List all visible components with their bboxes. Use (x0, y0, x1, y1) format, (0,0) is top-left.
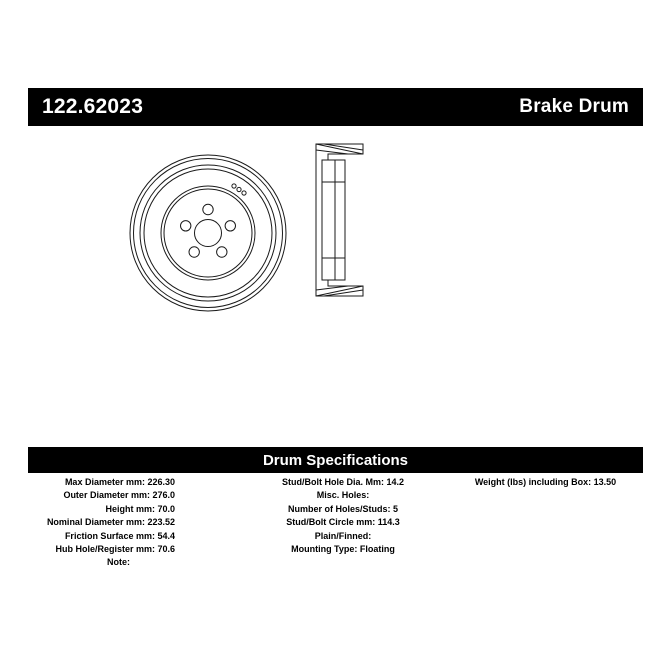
spec-value: 13.50 (593, 477, 617, 487)
spec-label: Number of Holes/Studs: (287, 503, 393, 514)
spec-row (238, 516, 448, 529)
spec-row (238, 489, 448, 502)
page-title: Brake Drum (519, 96, 629, 117)
spec-label: Outer Diameter mm: (63, 490, 153, 501)
spec-row (238, 543, 448, 556)
header-bar (28, 88, 643, 126)
spec-value: 226.30 (147, 477, 175, 487)
spec-row (448, 476, 643, 489)
brake-drum-side-section-view (316, 144, 363, 296)
spec-row (238, 503, 448, 516)
spec-label: Nominal Diameter mm: (46, 517, 148, 528)
brake-drum-front-view (130, 155, 286, 311)
spec-value: Floating (359, 544, 395, 555)
spec-row (238, 530, 448, 543)
technical-drawing (28, 130, 643, 435)
spec-value: 54.4 (157, 530, 175, 541)
part-number: 122.62023 (42, 95, 144, 118)
spec-value: 14.2 (386, 477, 405, 487)
spec-value: 223.52 (147, 517, 175, 528)
spec-label: Hub Hole/Register mm: (55, 544, 158, 555)
spec-column-left (28, 476, 238, 570)
spec-row (238, 476, 448, 489)
spec-column-right (448, 476, 643, 489)
spec-row (28, 503, 238, 516)
spec-row (28, 516, 238, 529)
spec-value: 70.6 (157, 544, 175, 555)
spec-table (28, 476, 643, 586)
spec-section-header (28, 447, 643, 473)
spec-column-middle (238, 476, 448, 556)
spec-row (28, 543, 238, 556)
spec-row (28, 489, 238, 502)
spec-label: Max Diameter mm: (64, 477, 148, 487)
spec-row (28, 476, 238, 489)
spec-value: 70.0 (157, 503, 175, 514)
spec-label: Mounting Type: (291, 544, 360, 555)
spec-value: 114.3 (377, 517, 400, 528)
spec-value: 276.0 (152, 490, 175, 501)
spec-label: Stud/Bolt Circle mm: (286, 517, 378, 528)
spec-note-label: Note: (107, 557, 130, 568)
spec-label: Plain/Finned: (314, 530, 372, 541)
spec-label: Stud/Bolt Hole Dia. Mm: (281, 477, 387, 487)
spec-label: Height mm: (105, 503, 158, 514)
spec-section-title: Drum Specifications (262, 451, 409, 469)
spec-value: 5 (393, 503, 399, 514)
spec-label: Misc. Holes: (316, 490, 370, 501)
spec-label: Weight (lbs) including Box: (474, 477, 594, 487)
spec-label: Friction Surface mm: (64, 530, 158, 541)
spec-row (28, 530, 238, 543)
